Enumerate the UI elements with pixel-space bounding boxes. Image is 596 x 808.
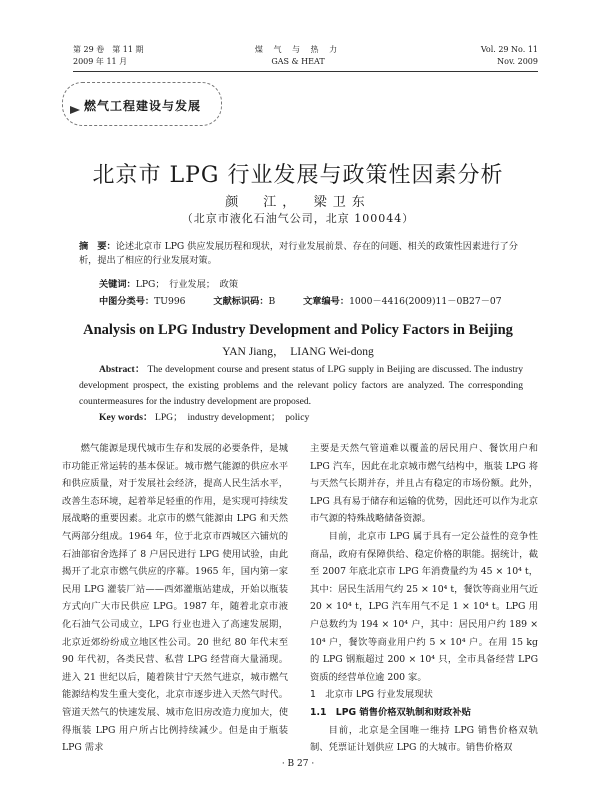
article-title-en: Analysis on LPG Industry Development and Policy Factors in Beijing <box>83 322 513 338</box>
doc-code-value: B <box>268 296 276 307</box>
volume-issue: 第 29 卷 第 11 期 <box>73 45 144 54</box>
journal-name-cn: 煤 气 与 热 力 <box>254 45 342 54</box>
keywords-en-text: LPG； industry development； policy <box>154 412 310 423</box>
journal-volume-info <box>73 44 144 68</box>
issue-date-en: Nov. 2009 <box>497 57 538 66</box>
keywords-cn-label: 关键词： <box>99 279 136 290</box>
journal-volume-info-en <box>481 44 538 68</box>
journal-name-en: GAS & HEAT <box>271 57 325 66</box>
abstract-en-text: The development course and present status of LPG supply in Beijing are discussed. The industry development prospect, the existing problems and the relevant policy factors are analyzed. The corresponding countermeasures for the industry development are proposed. <box>79 364 524 407</box>
clc-value: TU996 <box>154 296 186 307</box>
authors-cn: 颜 江， 梁卫东 <box>225 195 371 210</box>
body-paragraph: 目前，北京市 LPG 属于具有一定公益性的竞争性商品，政府有保障供给、稳定价格的职能。据统计，截至 2007 年底北京市 LPG 年消费量约为 45 × 10⁴ t，其中：居民生活用气约 25 × 10⁴ t，餐饮等商业用气近 20 × 10⁴ t，LPG 汽车用气不足 1 × 10⁴ t。LPG 用户总数约为 194 × 10⁴ 户，其中：居民用户约 189 × 10⁴ 户，餐饮等商业用户约 5 × 10⁴ 户。在用 15 kg 的 LPG 钢瓶超过 200 × 10⁴ 只，全市具备经营 LPG 资质的经营单位逾 200 家。 <box>310 530 538 683</box>
keywords-en-label: Key words： <box>99 412 153 423</box>
keywords-cn <box>99 276 238 290</box>
abstract-en <box>79 362 523 410</box>
abstract-en-label: Abstract： <box>99 364 145 375</box>
article-id-label: 文章编号： <box>303 296 350 307</box>
body-left-column <box>62 440 288 757</box>
article-title-cn: 北京市 LPG 行业发展与政策性因素分析 <box>92 163 504 188</box>
abstract-cn <box>79 240 523 268</box>
authors-en: YAN Jiang， LIANG Wei-dong <box>222 346 374 358</box>
classification-line <box>99 293 519 307</box>
volume-issue-en: Vol. 29 No. 11 <box>480 45 538 54</box>
column-label: 燃气工程建设与发展 <box>84 99 202 113</box>
body-paragraph: 主要是天然气管道难以覆盖的居民用户、餐饮用户和 LPG 汽车，因此在北京城市燃气结构中，瓶装 LPG 将与天然气长期并存，并且占有稳定的市场份额。此外，LPG 具有易于储存和运输的优势，因此还可以作为北京市气源的特殊战略储备资源。 <box>310 443 538 525</box>
issue-date: 2009 年 11 月 <box>73 57 128 66</box>
body-paragraph: 目前，北京是全国唯一维持 LPG 销售价格双轨制、凭票证计划供应 LPG 的大城市。销售价格双 <box>310 724 538 754</box>
page-number: · B 27 · <box>281 759 315 769</box>
article-id-value: 1000－4416(2009)11－0B27－07 <box>349 296 502 307</box>
keywords-cn-text: LPG； 行业发展； 政策 <box>135 279 239 290</box>
section-heading-1: 1 北京市 LPG 行业发展现状 <box>310 689 433 701</box>
abstract-cn-text: 论述北京市 LPG 供应发展历程和现状，对行业发展前景、存在的问题、相关的政策性因素进行了分析，提出了相应的行业发展对策。 <box>79 241 518 266</box>
abstract-cn-label: 摘 要： <box>79 241 116 252</box>
header-rule <box>73 71 538 72</box>
affiliation-cn: （北京市液化石油气公司，北京 100044） <box>181 212 415 225</box>
keywords-en <box>99 409 309 423</box>
section-heading-1-1: 1.1 LPG 销售价格双轨制和财政补贴 <box>310 706 471 718</box>
journal-name <box>240 44 356 68</box>
doc-code-label: 文献标识码： <box>213 296 269 307</box>
column-label-arrow-icon <box>70 106 84 114</box>
body-right-column <box>310 440 538 757</box>
body-paragraph: 燃气能源是现代城市生存和发展的必要条件，是城市功能正常运转的基本保证。城市燃气能源的供应水平和供应质量，对于发展社会经济，提高人民生活水平，改善生态环境，起着举足轻重的作用，是实现可持续发展战略的重要因素。北京市的燃气能源由 LPG 和天然气两部分组成。1964 年，位于北京市西城区六铺炕的石油部宿舍选择了 8 户居民进行 LPG 使用试验，由此揭开了北京市燃气供应的序幕。1965 年，国内第一家民用 LPG 灌装厂站——西郊灌瓶站建成，开始以瓶装方式向广大市民供应 LPG。1987 年，随着北京市液化石油气公司成立，LPG 行业也进入了高速发展期，北京近郊纷纷成立地区性公司。20 世纪 80 年代末至 90 年代初，各类民营、私营 LPG 经营商大量涌现。进入 21 世纪以后，随着陕甘宁天然气进京，城市燃气能源结构发生重大变化，北京市逐步进入天然气时代。管道天然气的快速发展、城市危旧房改造力度加大，使得瓶装 LPG 用户所占比例持续减少。但是由于瓶装 LPG 需求 <box>62 443 288 754</box>
clc-label: 中图分类号： <box>99 296 155 307</box>
